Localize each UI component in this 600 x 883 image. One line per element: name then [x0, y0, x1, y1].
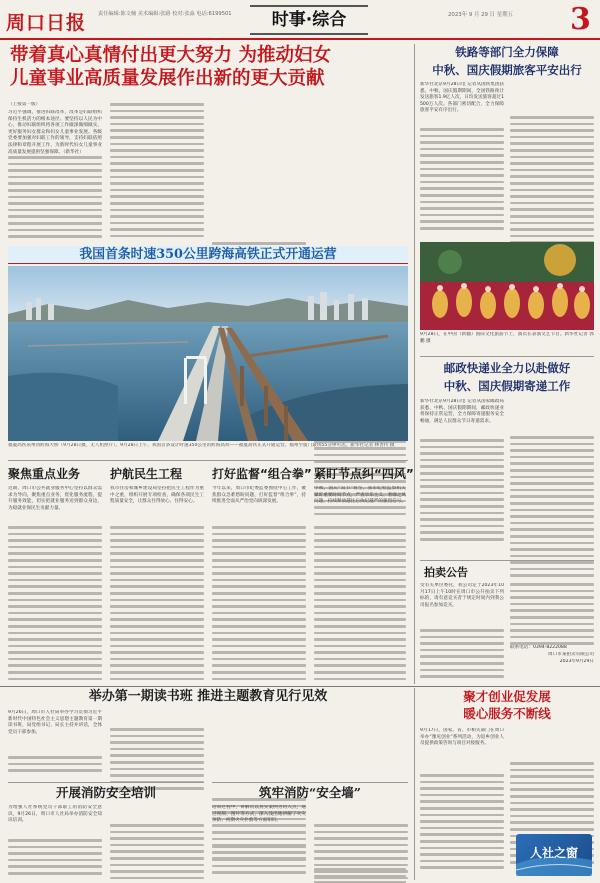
bottom-story-2-body: 为增强人社系统党员干部职工的消防安全意识，9月26日，周口市人社局举办消防安全知识培训。 — [8, 805, 102, 824]
bottom-top-rule — [0, 686, 600, 687]
rail-article-1 — [420, 44, 594, 240]
lead-article — [8, 102, 408, 244]
lead-headline-line2: 儿童事业高质量发展作出新的更大贡献 — [10, 68, 325, 89]
rail-article-1-body: 新华社北京9月28日电 记者从国铁集团获悉，中秋、国庆假期期间，全国铁路预计发送旅客1.9亿人次，日均发送旅客超过1500万人次。各部门密切配合，全力保障旅客平安有序出行。 — [420, 82, 504, 114]
news-col-3-body: 今年以来，周口市纪委监委围绕中心工作，聚焦群众急难愁盼问题，打好监督“组合拳”，持续推进全面从严治党向纵深发展。 — [212, 486, 306, 505]
auction-contact: 联系电话：0394-8222088 — [510, 645, 567, 650]
auction-notice — [420, 560, 594, 684]
news-col-4-body: 中秋、国庆“双节”将至，我市纪检监察机关紧盯重要时间节点，严查享乐主义、奢靡之风问题，持续释放越往后执纪越严的强烈信号。 — [314, 486, 406, 505]
news-col-2 — [110, 465, 204, 679]
news-col-3-headline: 打好监督“组合拳” — [212, 467, 312, 481]
news-col-4 — [314, 465, 414, 679]
rail-article-1-headline-line2: 中秋、国庆假期旅客平安出行 — [432, 63, 582, 77]
bottom-story-3-body: 培训过程中，讲解员以真实案例为切入点，通过视频、图片等方式，深入浅出地讲解了火灾预防、初期火灾扑救等方面知识。 — [212, 805, 306, 824]
news-col-1-headline: 聚焦重点业务 — [8, 467, 81, 481]
news-col-2-body: 我市住房和城乡建设局坚持把民生工程作为重中之重，组织开展专项检查，确保各项民生工程质量安全，让群众住得放心、住得安心。 — [110, 486, 204, 505]
rail-article-1-headline-line1: 铁路等部门全力保障 — [455, 45, 559, 59]
rail-article-2-headline-line2: 中秋、国庆假期寄递工作 — [443, 379, 571, 393]
bottom-story-1-headline: 举办第一期读书班 推进主题教育见行见效 — [88, 689, 328, 704]
photo-headline: 我国首条时速350公里跨海高铁正式开通运营 — [79, 247, 337, 262]
bottom-story-3-headline: 筑牢消防“安全墙” — [259, 785, 361, 800]
bottom-story-3 — [212, 782, 408, 880]
bottom-story-4-headline-line1: 聚才创业促发展 — [463, 689, 551, 704]
bottom-story-4-body: 9月17日，国家、省、市相关部门在周口举办“豫见创业”系列活动，为返乡创业人员提供政策咨询与项目对接服务。 — [420, 728, 504, 747]
rail-photo — [420, 242, 594, 330]
column-badge-label: 人社之窗 — [529, 846, 578, 860]
rail-article-2 — [420, 356, 594, 572]
lead-headline-line1: 带着真心真情付出更大努力 为推动妇女 — [10, 45, 331, 66]
bridge-photo-image — [8, 266, 408, 441]
news-col-1-body: 近期，周口市公共就业服务中心坚持以群众需求为导向，聚焦重点业务，优化服务流程，提升服务效能，切实把就业服务送到群众身边，为稳就业保民生贡献力量。 — [8, 486, 102, 511]
section-label-box — [250, 5, 368, 35]
page-number: 3 — [570, 2, 591, 37]
bridge-photo — [8, 266, 408, 441]
right-rail-divider — [414, 44, 415, 684]
lead-col-2 — [110, 103, 204, 242]
auction-title: 拍卖公告 — [424, 566, 468, 579]
bottom-story-1-body: 9月26日，周口市人社局举办学习贯彻习近平新时代中国特色社会主义思想主题教育第一期读书班，局党组书记、局长主持并讲话，全体党员干部参加。 — [8, 710, 102, 735]
news-col-4-headline: 紧盯节点纠“四风” — [314, 467, 414, 481]
news-col-3 — [212, 465, 312, 679]
auction-company: 周口市某拍卖有限公司 — [548, 652, 594, 657]
news-col-2-headline: 护航民生工程 — [110, 467, 183, 481]
stage-performance-image — [420, 242, 594, 330]
editor-info: 责任编辑:陈文楠 美术编辑:张路 校对:张淼 电话:6199501 — [98, 11, 232, 17]
lead-dateline: （上接第一版） — [8, 102, 41, 107]
rail-article-2-body: 新华社北京9月28日电 记者从国家邮政局获悉，中秋、国庆假期期间，邮政快递业将保持正常运营，全力保障寄递服务安全畅通，满足人民群众节日寄递需求。 — [420, 399, 504, 424]
auction-body: 受有关单位委托，我公司定于2023年10月17日上午10时在周口市公开拍卖下列标的，请有意竞买者于规定时间内到我公司报名参加竞买。 — [420, 583, 504, 608]
bottom-story-1 — [8, 688, 408, 780]
news-col-1 — [8, 465, 102, 679]
auction-date: 2023年9月29日 — [559, 659, 594, 664]
issue-date: 2023年 9 月 29 日 星期五 — [448, 12, 513, 18]
photo-caption: 福厦高铁泉州湾跨海大桥（9月28日摄，无人机照片）。9月28日上午，我国首条设计时速350公里的跨海高铁——福厦高铁正式开通运营。福州至厦门最快55分钟可达。新华社记者 林善传 摄 — [8, 443, 395, 448]
masthead-logo: 周口日报 — [6, 12, 87, 34]
bottom-story-4 — [420, 688, 594, 880]
masthead-rule — [0, 38, 600, 40]
bottom-story-4-headline-line2: 暖心服务不断线 — [463, 706, 551, 721]
masthead — [0, 0, 600, 40]
section-label: 时事·综合 — [271, 10, 347, 30]
bottom-story-2-headline: 开展消防安全培训 — [55, 785, 156, 800]
bottom-right-divider — [414, 688, 415, 880]
news-columns-row — [8, 460, 414, 682]
lead-body: 习近平强调，推进妇联改革，改革是妇联组织保持生机活力的根本途径。要坚持以人民为中心，推动妇联组织将各项工作做深做细做实，更好服务妇女群众和妇女儿童事业发展。各级党委要加强对妇联工作的领导，支持妇联依照法律和章程开展工作，为新时代妇女儿童事业高质量发展提供坚强保障。（新华社） — [8, 110, 102, 155]
column-badge — [516, 834, 592, 876]
bottom-story-2 — [8, 782, 204, 880]
rail-article-2-headline-line1: 邮政快递业全力以赴做好 — [443, 361, 571, 375]
rail-photo-caption: 9月28日，在中国（新疆）国际文化旅游节上，演员在表演文艺节目。新华社记者 郭鹏 摄 — [420, 332, 594, 344]
lead-col-1 — [8, 102, 102, 242]
photo-headline-bar — [8, 246, 408, 264]
